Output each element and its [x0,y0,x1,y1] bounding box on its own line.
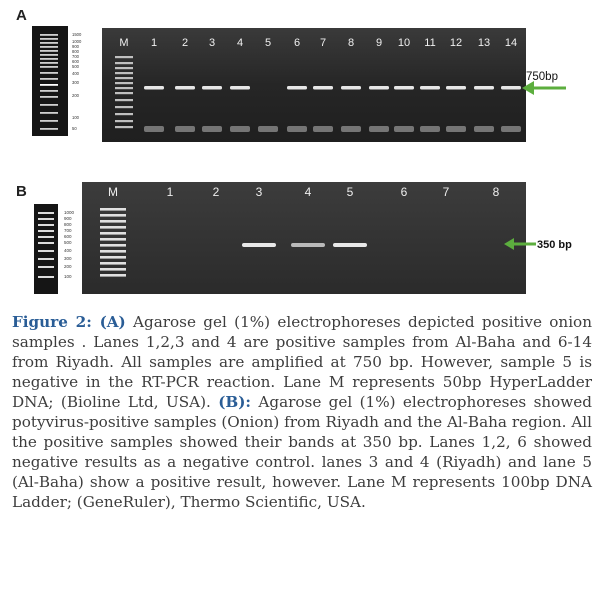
lane-label-11: 11 [424,37,436,49]
lane-label-6: 6 [400,185,408,199]
ladder-a-band [115,99,133,101]
ref-ladder-b-label: 900 [64,216,72,221]
band-lane-6 [287,86,307,90]
ref-ladder-a-band [40,112,58,114]
ladder-b-band [100,232,126,235]
lane-label-7: 7 [442,185,450,199]
primer-smear-lane-10 [394,126,414,132]
ref-ladder-a-label: 200 [72,93,79,98]
lane-label-9: 9 [375,37,383,49]
reference-ladder-b-labels [64,210,75,279]
ref-ladder-b-label: 100 [64,274,72,279]
primer-smear-lane-7 [313,126,333,132]
ref-ladder-a-band [40,120,58,122]
gel-a [102,28,526,142]
ladder-a-band [115,77,133,79]
primer-smear-lane-13 [474,126,494,132]
ref-ladder-a-label: 700 [72,54,79,59]
caption-a-text: Agarose gel (1%) electrophoreses depicted positive onion samples . Lanes 1,2,3 and 4 are positive samples from Al-Baha and 6-14 from Riyadh. All samples are amplified at 750 bp. However, sample 5 is negative in the RT-PCR reaction. Lane M represents 50bp HyperLadder DNA; (Bioline Ltd, USA). [12,313,592,411]
band-lane-4 [230,86,250,90]
arrow-750bp [522,71,566,95]
ladder-b-band [100,256,126,259]
caption-b-text: Agarose gel (1%) electrophoreses showed potyvirus-positive samples (Onion) from Riyadh and the Al-Baha region. All the positive samples showed their bands at 350 bp. Lanes 1,2, 6 showed negative results as a negative control. lanes 3 and 4 (Riyadh) and lane 5 (Al-Baha) show a positive result, however. Lane M represents 100bp DNA Ladder; (GeneRuler), Thermo Scientific, USA. [12,393,593,511]
ref-ladder-b-label: 800 [64,222,72,227]
ladder-b-band [100,220,126,223]
ref-ladder-a-band [40,66,58,68]
ref-ladder-b-label: 200 [64,264,72,269]
reference-ladder-a-labels [72,32,82,131]
band-label-a: 750bp [526,71,558,83]
ref-ladder-b-label: 300 [64,256,72,261]
lane-label-5: 5 [264,37,272,49]
primer-smear-lane-12 [446,126,466,132]
panel-b-label: B [16,183,27,200]
ref-ladder-a-band [40,58,58,60]
ref-ladder-a-band [40,38,58,40]
gel-figure-b [0,178,604,298]
primer-smear-lane-3 [202,126,222,132]
lane-label-10: 10 [397,37,411,49]
primer-smear-lane-9 [369,126,389,132]
lane-label-m: M [119,37,129,49]
ref-ladder-a-band [40,62,58,64]
ref-ladder-a-band [40,96,58,98]
ref-ladder-b-label: 500 [64,240,72,245]
ref-ladder-a-band [40,72,58,74]
ladder-a-band [115,72,133,74]
band-lane-5 [333,243,367,247]
ladder-a-band [115,82,133,84]
lane-label-6: 6 [293,37,301,49]
ladder-b-band [100,244,126,247]
ref-ladder-b-band [38,236,54,238]
ref-ladder-a-band [40,54,58,56]
band-lane-9 [369,86,389,90]
ref-ladder-a-label: 600 [72,59,79,64]
band-lane-3 [242,243,276,247]
ref-ladder-a-label: 50 [72,126,77,131]
lane-label-8: 8 [492,185,500,199]
ref-ladder-b-band [38,230,54,232]
lane-label-8: 8 [347,37,355,49]
ladder-a-band [115,62,133,64]
primer-smear-lane-8 [341,126,361,132]
band-lane-7 [313,86,333,90]
band-lane-10 [394,86,414,90]
band-lane-14 [501,86,521,90]
ladder-a-band [115,120,133,122]
ref-ladder-b-band [38,218,54,220]
lane-label-1: 1 [150,37,158,49]
lane-label-13: 13 [477,37,491,49]
lane-label-12: 12 [449,37,463,49]
ref-ladder-a-band [40,90,58,92]
gel-figure-a [0,0,604,160]
ref-ladder-b-label: 400 [64,248,72,253]
ladder-b-band [100,226,126,229]
gel-b-bands [242,243,367,247]
ref-ladder-a-band [40,46,58,48]
ref-ladder-b-label: 600 [64,234,72,239]
ref-ladder-a-band [40,50,58,52]
ladder-a-band [115,87,133,89]
ref-ladder-b-band [38,276,54,278]
ref-ladder-a-band [40,34,58,36]
ref-ladder-b-label: 700 [64,228,72,233]
ref-ladder-a-label: 400 [72,71,79,76]
lane-label-14: 14 [504,37,518,49]
ladder-a-band [115,113,133,115]
primer-smear-lane-6 [287,126,307,132]
ref-ladder-a-band [40,78,58,80]
band-lane-11 [420,86,440,90]
ladder-a-band [115,67,133,69]
band-lane-4 [291,243,325,247]
ref-ladder-a-label: 300 [72,80,79,85]
ref-ladder-a-band [40,84,58,86]
ref-ladder-b-band [38,258,54,260]
ref-ladder-a-band [40,104,58,106]
ref-ladder-a-label: 500 [72,64,79,69]
ref-ladder-a-label: 800 [72,49,79,54]
ladder-b-band [100,268,126,271]
ladder-b-band [100,238,126,241]
primer-smear-lane-2 [175,126,195,132]
band-lane-13 [474,86,494,90]
ref-ladder-b-label: 1000 [64,210,75,215]
ref-ladder-a-label: 900 [72,44,79,49]
band-lane-8 [341,86,361,90]
caption-paragraph [12,312,592,512]
band-lane-1 [144,86,164,90]
band-lane-12 [446,86,466,90]
primer-smear-lane-4 [230,126,250,132]
ladder-b-band [100,250,126,253]
lane-label-4: 4 [236,37,244,49]
lane-label-3: 3 [255,185,263,199]
primer-smear-lane-14 [501,126,521,132]
figure-caption [12,312,592,512]
ref-ladder-a-label: 1000 [72,39,82,44]
caption-b-label: (B): [218,393,252,411]
ladder-b-band [100,262,126,265]
ref-ladder-b-band [38,224,54,226]
ladder-b-band [100,214,126,217]
lane-label-2: 2 [212,185,220,199]
lane-label-3: 3 [208,37,216,49]
ladder-a-band [115,56,133,58]
lane-label-m: M [108,185,118,199]
ref-ladder-a-label: 1500 [72,32,82,37]
panel-a-label: A [16,7,27,24]
caption-a-label: Figure 2: (A) [12,313,126,331]
ref-ladder-b-band [38,212,54,214]
ref-ladder-a-band [40,128,58,130]
primer-smear-lane-11 [420,126,440,132]
lane-label-1: 1 [166,185,174,199]
ref-ladder-b-band [38,242,54,244]
lane-label-4: 4 [304,185,312,199]
band-lane-3 [202,86,222,90]
band-lane-2 [175,86,195,90]
lane-label-5: 5 [346,185,354,199]
primer-smear-lane-5 [258,126,278,132]
ref-ladder-b-band [38,250,54,252]
ladder-a-band [115,106,133,108]
ladder-b-band [100,208,126,211]
lane-label-2: 2 [181,37,189,49]
ladder-a-band [115,126,133,128]
primer-smear-lane-1 [144,126,164,132]
ladder-b-band [100,274,126,277]
ref-ladder-a-band [40,42,58,44]
reference-ladder-b [34,204,58,294]
ref-ladder-b-band [38,266,54,268]
band-label-b: 350 bp [537,239,572,251]
ref-ladder-a-label: 100 [72,115,79,120]
ladder-a-band [115,92,133,94]
lane-label-7: 7 [319,37,327,49]
